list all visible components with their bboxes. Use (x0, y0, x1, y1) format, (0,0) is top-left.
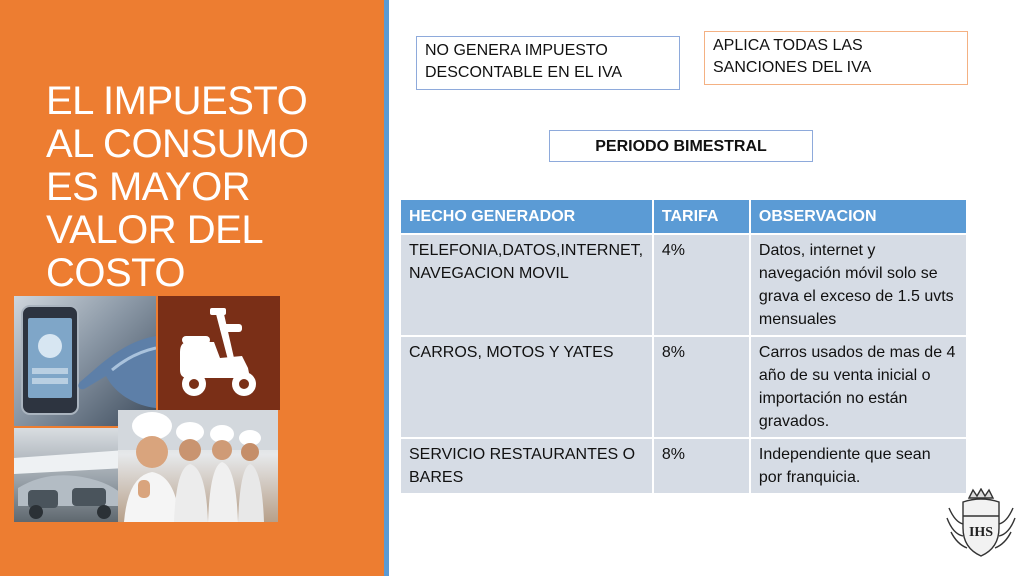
aplica-sanciones-box: APLICA TODAS LAS SANCIONES DEL IVA (704, 31, 968, 85)
table-cell: SERVICIO RESTAURANTES O BARES (400, 438, 653, 494)
title-line: EL IMPUESTO (46, 79, 308, 123)
table-header-row (400, 199, 967, 234)
university-crest-logo (943, 488, 1019, 560)
table-cell: TELEFONIA,DATOS,INTERNET, NAVEGACION MOVIL (400, 234, 653, 336)
table-cell: Independiente que sean por franquicia. (750, 438, 967, 494)
table-cell: 8% (653, 438, 750, 494)
title-line: AL CONSUMO (46, 122, 309, 166)
table-row (400, 336, 967, 438)
no-genera-impuesto-box: NO GENERA IMPUESTO DESCONTABLE EN EL IVA (416, 36, 680, 90)
svg-text:IHS: IHS (968, 525, 994, 540)
table-cell: 8% (653, 336, 750, 438)
table-cell: Datos, internet y navegación móvil solo se grava el exceso de 1.5 uvts mensuales (750, 234, 967, 336)
title-line: VALOR DEL (46, 208, 264, 252)
periodo-bimestral-box: PERIODO BIMESTRAL (549, 130, 813, 162)
title-line: COSTO (46, 251, 186, 295)
table-cell: Carros usados de mas de 4 año de su venta inicial o importación no están gravados. (750, 336, 967, 438)
blue-divider (384, 0, 389, 576)
table-row (400, 234, 967, 336)
table-cell: CARROS, MOTOS Y YATES (400, 336, 653, 438)
column-header: TARIFA (653, 199, 750, 234)
title-line: ES MAYOR (46, 165, 251, 209)
column-header: OBSERVACION (750, 199, 967, 234)
car-interior-photo (14, 428, 126, 522)
chefs-photo (118, 410, 278, 522)
tax-table (399, 198, 968, 495)
table-cell: 4% (653, 234, 750, 336)
scooter-icon (158, 296, 280, 410)
table-row (400, 438, 967, 494)
smartphone-photo (14, 296, 156, 426)
slide-title (46, 80, 366, 295)
column-header: HECHO GENERADOR (400, 199, 653, 234)
